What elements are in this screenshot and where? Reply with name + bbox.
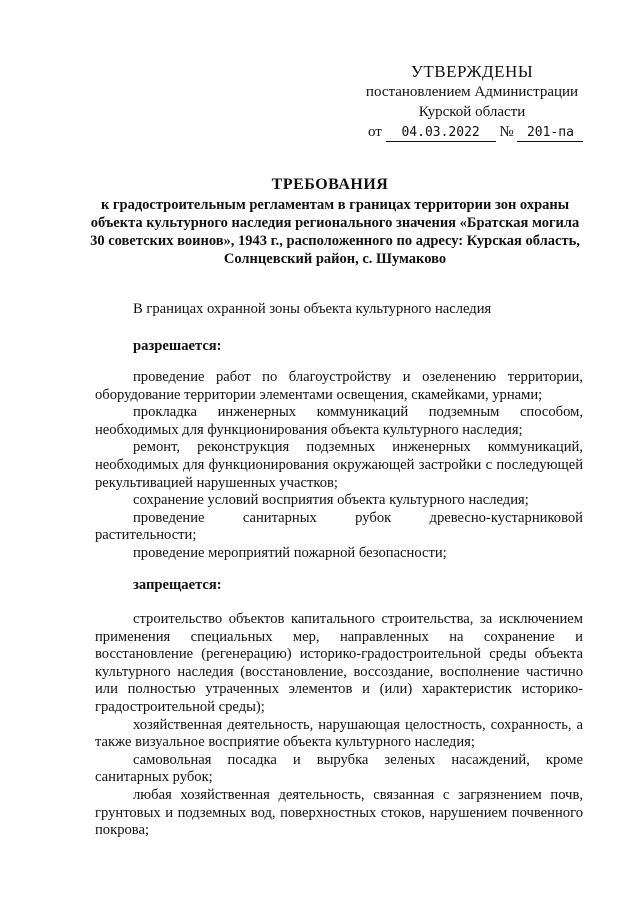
approval-line-2: Курской области — [418, 104, 526, 120]
number-prefix: № — [499, 124, 514, 140]
approval-title: УТВЕРЖДЕНЫ — [410, 62, 534, 81]
forbidden-heading: запрещается: — [133, 577, 222, 593]
approval-date-line — [368, 122, 582, 142]
approval-line-1: постановлением Администрации — [365, 84, 579, 100]
allowed-heading: разрешается: — [133, 338, 222, 354]
list-item: строительство объектов капитального строительства, за исключением применения специальных мер, направленных на сохранение и восстановление (регенерацию) историко-градостроительной среды объекта культурного наследия (восстановление, воссоздание, восполнение частично или полностью утраченных элементов и (или) характеристик историко-градостроительной среды); — [95, 611, 583, 715]
list-item: проведение работ по благоустройству и озеленению территории, оборудование территории элементами освещения, скамейками, урнами; — [95, 369, 583, 403]
date-prefix: от — [368, 124, 382, 140]
approval-number: 201-па — [517, 125, 583, 142]
list-item: проведение санитарных рубок древесно-кустарниковой растительности; — [95, 509, 583, 544]
list-item: хозяйственная деятельность, нарушающая целостность, сохранность, а также визуальное восприятие объекта культурного наследия; — [95, 716, 583, 751]
intro-paragraph — [95, 301, 583, 319]
list-item: ремонт, реконструкция подземных инженерных коммуникаций, необходимых для функционирования окружающей застройки с последующей рекультивацией нарушенных участков; — [95, 439, 583, 491]
approval-block — [362, 62, 582, 142]
list-item: самовольная посадка и вырубка зеленых насаждений, кроме санитарных рубок; — [95, 751, 583, 786]
list-item: проведение мероприятий пожарной безопасности; — [133, 544, 447, 561]
forbidden-list — [95, 611, 583, 840]
document-subtitle: к градостроительным регламентам в границах территории зон охраны объекта культурного наследия регионального значения «Братская могила 30 советских воинов», 1943 г., расположенного по адресу: Курская область, Солнцевский район, с. Шумаково — [90, 197, 580, 267]
approval-date: 04.03.2022 — [386, 125, 496, 142]
intro-text: В границах охранной зоны объекта культурного наследия — [133, 301, 492, 317]
list-item: сохранение условий восприятия объекта культурного наследия; — [133, 492, 529, 509]
list-item: прокладка инженерных коммуникаций подземным способом, необходимых для функционирования объекта культурного наследия; — [95, 404, 583, 438]
list-item: любая хозяйственная деятельность, связанная с загрязнением почв, грунтовых и подземных вод, поверхностных стоков, нарушением почвенного покрова; — [95, 786, 583, 839]
document-title: ТРЕБОВАНИЯ — [271, 176, 389, 193]
allowed-list — [95, 369, 583, 563]
